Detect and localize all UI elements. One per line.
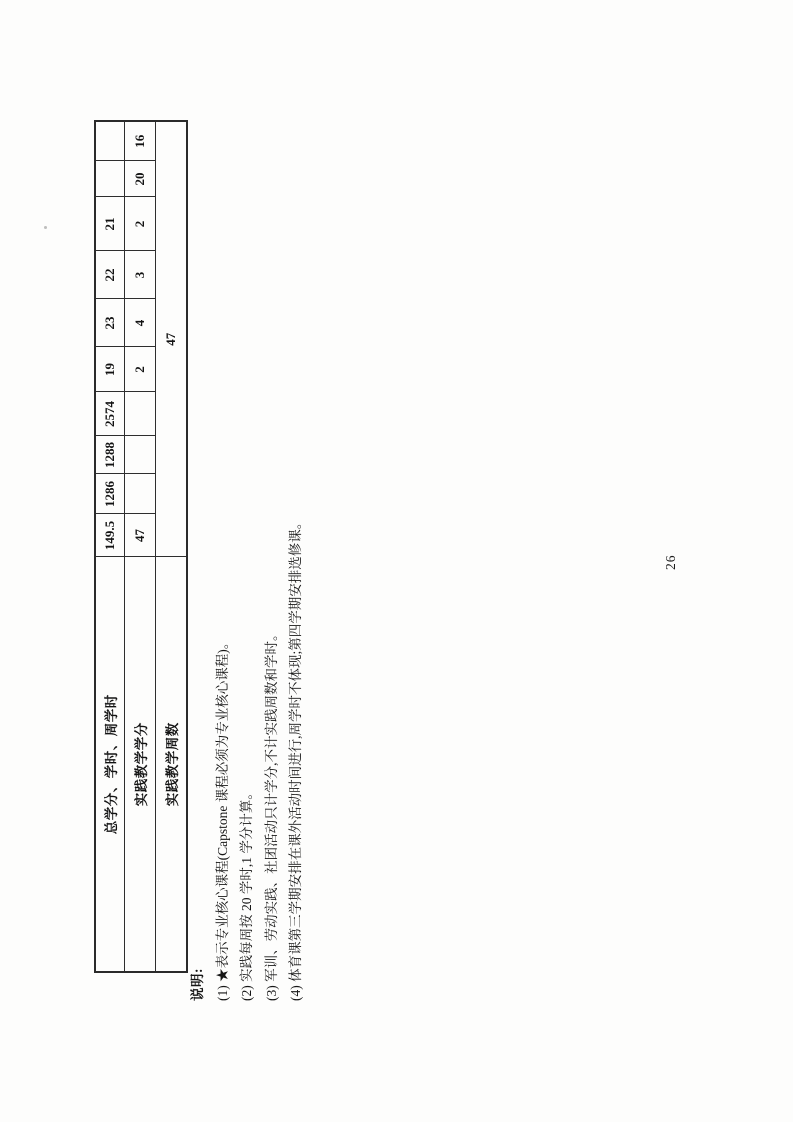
scan-speck: [44, 226, 47, 229]
table-cell: 47: [124, 514, 155, 557]
notes-heading: 说明:: [190, 968, 205, 1001]
notes-block: [186, 101, 309, 1001]
table-cell: [124, 474, 155, 514]
note-line-3: (3) 军训、劳动实践、社团活动只计学分,不计实践周数和学时。: [263, 627, 279, 1001]
table-cell: [124, 436, 155, 474]
table-cell: 16: [124, 121, 155, 161]
page-number: 26: [663, 554, 678, 570]
table-cell: 20: [124, 161, 155, 197]
table-row-practice-credits: [124, 121, 155, 972]
table-cell: 149.5: [95, 514, 124, 557]
table-cell: 21: [95, 197, 124, 251]
table-cell: [95, 121, 124, 161]
table-cell: 2: [124, 197, 155, 251]
table-cell: 2574: [95, 392, 124, 436]
table-row-totals: [95, 121, 124, 972]
table-cell-merged: 47: [155, 121, 187, 557]
table-cell: 1288: [95, 436, 124, 474]
table-cell: 2: [124, 347, 155, 392]
table-cell: 3: [124, 251, 155, 299]
row-label-practice-credits: 实践教学学分: [124, 557, 155, 972]
note-line-2: (2) 实践每周按 20 学时,1 学分计算。: [239, 786, 254, 1001]
row-label-practice-weeks: 实践教学周数: [155, 557, 187, 972]
table-cell: 23: [95, 299, 124, 347]
summary-table: [94, 120, 188, 973]
table-cell: 22: [95, 251, 124, 299]
table-cell: 19: [95, 347, 124, 392]
row-label-totals: 总学分、学时、周学时: [95, 557, 124, 972]
note-line-4: (4) 体育课第三学期安排在课外活动时间进行,周学时不体现;第四学期安排选修课。: [288, 515, 303, 1001]
table-cell: [95, 161, 124, 197]
table-cell: 4: [124, 299, 155, 347]
table-row-practice-weeks: [155, 121, 187, 972]
table-cell: [124, 392, 155, 436]
note-line-1: (1) ★表示专业核心课程(Capstone 课程必须为专业核心课程)。: [214, 635, 230, 1001]
table-cell: 1286: [95, 474, 124, 514]
